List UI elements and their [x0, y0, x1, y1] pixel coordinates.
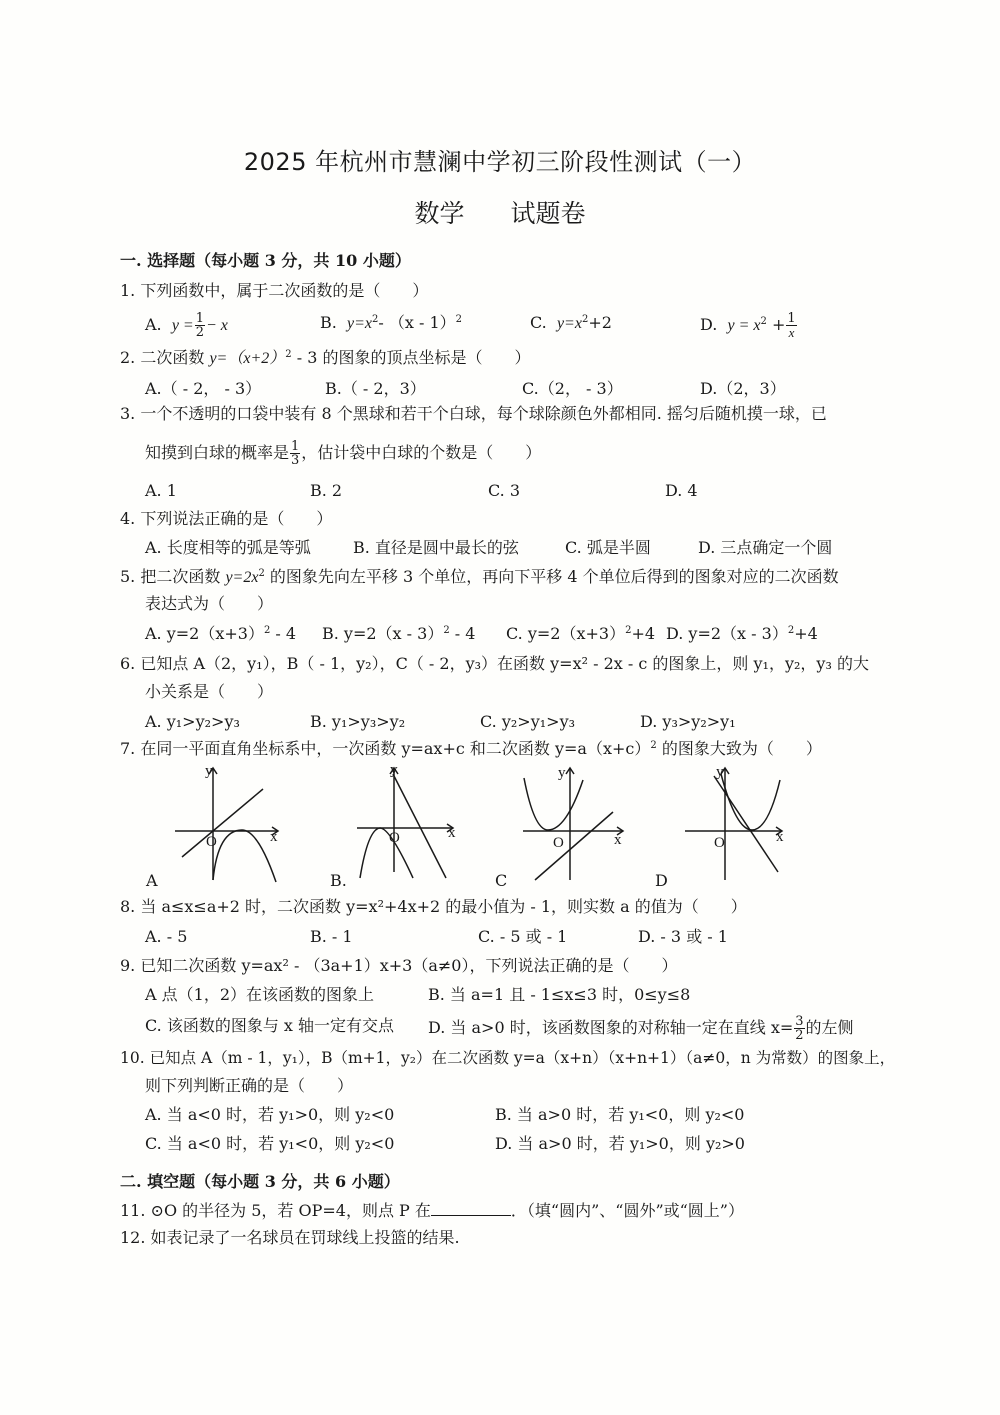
q3-option-b: B. 2: [310, 481, 343, 500]
parabola-curve: [213, 830, 276, 882]
q10-option-c: C. 当 a<0 时，若 y₁<0，则 y₂<0: [145, 1134, 395, 1153]
paper-type-label: 试题卷: [510, 199, 586, 228]
text-fragment: 的左侧: [805, 1018, 854, 1037]
text-fragment: 的图象先向左平移 3 个单位，再向下平移 4 个单位后得到的图象对应的二次函数: [264, 567, 839, 586]
q2-option-a: A.（ - 2， - 3）: [145, 379, 262, 398]
q7-graph-b-y-label: y: [390, 762, 398, 778]
q7-graph-d-y-label: y: [716, 764, 724, 780]
text-fragment: 2: [195, 325, 204, 340]
q4-option-b: B. 直径是圆中最长的弦: [353, 538, 519, 557]
q7-graph-c-origin-label: O: [553, 835, 564, 851]
q6-option-c: C. y₂>y₁>y₃: [480, 712, 576, 731]
text-fragment: A. y=2（x+3）: [145, 624, 264, 643]
linear-function-line: [182, 789, 263, 857]
q10-option-a: A. 当 a<0 时，若 y₁>0，则 y₂<0: [145, 1105, 395, 1124]
text-fragment: 7. 在同一平面直角坐标系中，一次函数 y=ax+c 和二次函数 y=a（x+c）: [120, 739, 651, 758]
section-1-heading: 一. 选择题（每小题 3 分，共 10 小题）: [120, 251, 411, 270]
text-fragment: 2: [650, 740, 657, 751]
q8-option-b: B. - 1: [310, 927, 353, 946]
subject-label: 数学: [414, 199, 465, 228]
q10-stem-line2: 则下列判断正确的是（ ）: [145, 1076, 354, 1095]
q10-stem-line1: 10. 已知点 A（m - 1，y₁），B（m+1，y₂）在二次函数 y=a（x+n）（x+n+1）（a≠0，n 为常数）的图象上，: [120, 1049, 896, 1067]
q4-option-a: A. 长度相等的弧是等弧: [145, 538, 311, 557]
text-fragment: y =: [171, 317, 194, 334]
section-2-heading: 二. 填空题（每小题 3 分，共 6 小题）: [120, 1172, 400, 1191]
q1-option-a: [145, 312, 228, 339]
q5-stem-line2: 表达式为（ ）: [145, 594, 274, 613]
q5-option-d: [666, 623, 818, 645]
text-fragment: 3: [795, 1014, 804, 1029]
q8-option-d: D. - 3 或 - 1: [638, 927, 728, 946]
text-fragment: C.: [530, 313, 547, 332]
exam-subtitle: [0, 194, 1000, 230]
text-fragment: - （x - 1）: [378, 313, 456, 332]
q4-stem: 4. 下列说法正确的是（ ）: [120, 509, 333, 528]
text-fragment: B.: [320, 313, 337, 332]
text-fragment: +4: [631, 624, 656, 643]
text-fragment: ，估计袋中白球的个数是（ ）: [301, 443, 542, 462]
q5-option-a: [145, 623, 296, 645]
text-fragment: 2: [258, 568, 265, 579]
text-fragment: y=2x: [225, 569, 259, 586]
q8-stem: 8. 当 a≤x≤a+2 时，二次函数 y=x²+4x+2 的最小值为 - 1，则实数 a 的值为（ ）: [120, 897, 747, 916]
text-fragment: 2: [581, 314, 589, 325]
q7-graph-a-label: A: [146, 871, 158, 890]
q7-graph-c-y-label: y: [558, 765, 566, 781]
q10-option-d: D. 当 a>0 时，若 y₁>0，则 y₂>0: [495, 1134, 745, 1153]
q3-option-a: A. 1: [145, 481, 177, 500]
q3-stem-line2: [145, 440, 541, 467]
q7-graph-a-origin-label: O: [206, 834, 217, 850]
q7-graph-d-x-label: x: [776, 829, 784, 845]
text-fragment: D. y=2（x - 3）: [666, 624, 788, 643]
text-fragment: 2: [760, 316, 767, 327]
text-fragment: 3: [291, 453, 300, 468]
text-fragment: 2: [443, 625, 450, 636]
q1-stem: 1. 下列函数中，属于二次函数的是（ ）: [120, 281, 429, 300]
q7-graph-b-x-label: x: [448, 825, 456, 841]
q11: [120, 1200, 744, 1222]
text-fragment: 知摸到白球的概率是: [145, 443, 290, 462]
q8-option-a: A. - 5: [145, 927, 188, 946]
q7-graph-a-x-label: x: [270, 829, 278, 845]
text-fragment: − x: [206, 317, 228, 334]
q2-option-c: C.（2， - 3）: [522, 379, 623, 398]
text-fragment: 2. 二次函数: [120, 348, 210, 367]
q7-graph-d-label: D: [655, 871, 668, 890]
q2-option-b: B.（ - 2，3）: [325, 379, 426, 398]
linear-function-line: [535, 812, 613, 880]
text-fragment: y=（x+2）: [209, 350, 286, 367]
text-fragment: C. y=2（x+3）: [506, 624, 626, 643]
text-fragment: - 3 的图象的顶点坐标是（ ）: [291, 348, 531, 367]
q4-option-d: D. 三点确定一个圆: [698, 538, 833, 557]
q2-option-d: D.（2，3）: [700, 379, 786, 398]
linear-function-line: [393, 774, 446, 878]
q1-option-d: [700, 312, 798, 339]
q6-option-b: B. y₁>y₃>y₂: [310, 712, 406, 731]
text-fragment: +2: [588, 313, 612, 332]
q3-stem-line1: 3. 一个不透明的口袋中装有 8 个黑球和若干个白球，每个球除颜色外都相同. 摇匀后随机摸一球，已: [120, 404, 827, 423]
text-fragment: 2: [787, 625, 795, 636]
text-fragment: y=x: [347, 315, 373, 332]
text-fragment: ．（填“圆内”、“圆外”或“圆上”）: [510, 1201, 744, 1220]
q5-option-c: [506, 623, 655, 645]
text-fragment: 11. ⊙O 的半径为 5，若 OP=4，则点 P 在: [120, 1201, 431, 1220]
q6-option-d: D. y₃>y₂>y₁: [640, 712, 736, 731]
q7-stem: [120, 738, 822, 760]
parabola-curve: [524, 778, 583, 830]
text-fragment: +4: [794, 624, 818, 643]
text-fragment: 2: [372, 314, 379, 325]
parabola-curve: [721, 774, 780, 830]
q7-graph-b-origin-label: O: [389, 830, 400, 846]
q3-option-c: C. 3: [488, 481, 521, 500]
q6-stem-line1: 6. 已知点 A（2，y₁），B（ - 1，y₂），C（ - 2，y₃）在函数 y=x² - 2x - c 的图象上，则 y₁，y₂，y₃ 的大: [120, 654, 869, 673]
q7-graph-c-label: C: [495, 871, 508, 890]
q4-option-c: C. 弧是半圆: [565, 538, 651, 557]
q7-graph-a: [170, 762, 290, 887]
text-fragment: 2: [263, 625, 271, 636]
q3-option-d: D. 4: [665, 481, 698, 500]
text-fragment: 2: [455, 314, 463, 325]
q9-option-a: A 点（1，2）在该函数的图象上: [145, 985, 375, 1004]
text-fragment: 2: [625, 625, 632, 636]
text-fragment: D.: [700, 315, 718, 334]
parabola-curve: [360, 828, 413, 878]
q10-option-b: B. 当 a>0 时，若 y₁<0，则 y₂<0: [495, 1105, 745, 1124]
text-fragment: 的图象大致为（ ）: [656, 739, 822, 758]
q11-answer-blank[interactable]: [431, 1201, 511, 1216]
q7-graph-d-origin-label: O: [714, 835, 725, 851]
q7-graph-b-label: B.: [330, 871, 347, 890]
text-fragment: +: [771, 315, 786, 334]
q9-stem: 9. 已知二次函数 y=ax² - （3a+1）x+3（a≠0），下列说法正确的是（ ）: [120, 956, 678, 975]
q6-stem-line2: 小关系是（ ）: [145, 682, 274, 701]
q9-option-c: C. 该函数的图象与 x 轴一定有交点: [145, 1016, 395, 1035]
text-fragment: A.: [145, 315, 162, 334]
q1-option-c: [530, 312, 612, 335]
q12: 12. 如表记录了一名球员在罚球线上投篮的结果.: [120, 1228, 460, 1247]
q7-graph-d: [680, 762, 795, 887]
q9-option-d: [428, 1015, 854, 1042]
q6-option-a: A. y₁>y₂>y₃: [145, 712, 240, 731]
text-fragment: 5. 把二次函数: [120, 567, 226, 586]
text-fragment: - 4: [270, 624, 297, 643]
q1-option-b: [320, 312, 462, 335]
text-fragment: 1: [195, 311, 204, 326]
q8-option-c: C. - 5 或 - 1: [478, 927, 568, 946]
linear-function-line: [714, 776, 778, 872]
text-fragment: B. y=2（x - 3）: [322, 624, 444, 643]
text-fragment: y=x: [556, 315, 582, 332]
q5-stem-line1: [120, 566, 839, 589]
q9-option-b: B. 当 a=1 且 - 1≤x≤3 时，0≤y≤8: [428, 985, 691, 1004]
q7-graph-c: [518, 762, 630, 887]
q7-graph-c-x-label: x: [614, 832, 622, 848]
text-fragment: y = x: [727, 317, 761, 334]
text-fragment: 2: [795, 1028, 804, 1043]
text-fragment: x: [788, 325, 795, 340]
q2-stem: [120, 347, 531, 370]
exam-title: 2025 年杭州市慧澜中学初三阶段性测试（一）: [243, 148, 757, 176]
text-fragment: D. 当 a>0 时，该函数图象的对称轴一定在直线 x=: [428, 1018, 794, 1037]
q7-graph-a-y-label: y: [205, 763, 213, 779]
text-fragment: 2: [285, 349, 292, 360]
text-fragment: 1: [291, 439, 300, 454]
q5-option-b: [322, 623, 475, 645]
text-fragment: 1: [787, 311, 796, 326]
text-fragment: - 4: [449, 624, 476, 643]
